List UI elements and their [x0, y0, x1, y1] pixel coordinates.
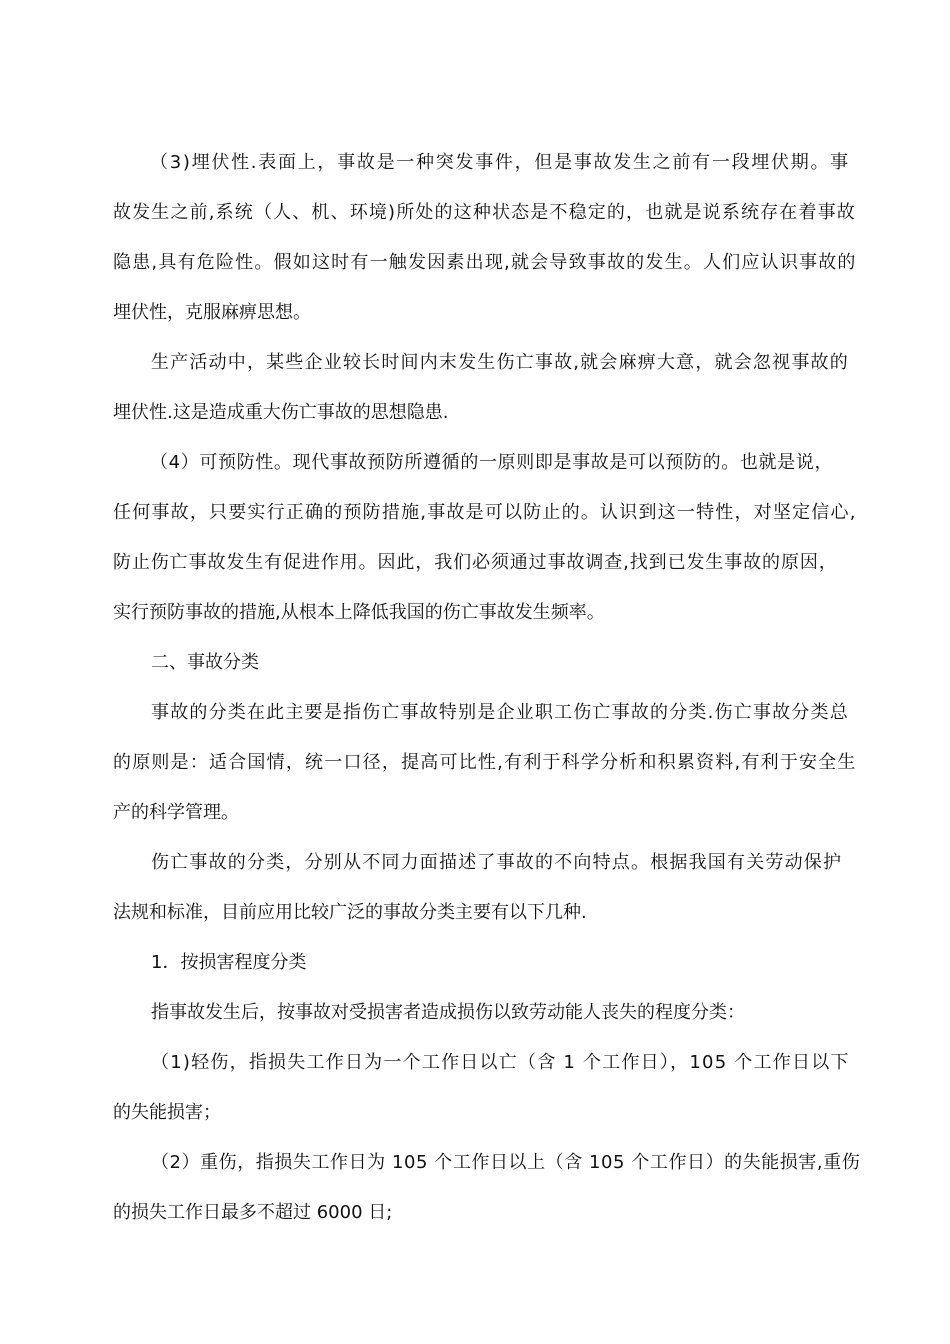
body-text-line: 事故的分类在此主要是指伤亡事故特别是企业职工伤亡事故的分类.伤亡事故分类总: [151, 702, 849, 723]
body-text-line: （3)埋伏性.表面上，事故是一种突发事件，但是事故发生之前有一段埋伏期。事: [150, 152, 850, 173]
body-text-line: 的原则是：适合国情，统一口径，提高可比性,有利于科学分析和积累资料,有利于安全生: [113, 752, 857, 773]
body-text-line: 隐患,具有危险性。假如这时有一触发因素出现,就会导致事故的发生。人们应认识事故的: [113, 252, 857, 273]
body-text-line: 实行预防事故的措施,从根本上降低我国的伤亡事故发生频率。: [113, 602, 605, 623]
body-text-line: （1)轻伤，指损失工作日为一个工作日以亡（含 1 个工作日），105 个工作日以下: [151, 1052, 850, 1073]
body-text-line: 埋伏性.这是造成重大伤亡事故的思想隐患.: [113, 402, 449, 423]
body-text-line: 生产活动中，某些企业较长时间内末发生伤亡事故,就会麻痹大意，就会忽视事故的: [151, 352, 849, 373]
body-text-line: 伤亡事故的分类，分别从不同力面描述了事故的不向特点。根据我国有关劳动保护: [151, 852, 843, 873]
body-text-line: （4）可预防性。现代事故预防所遵循的一原则即是事故是可以预防的。也就是说，: [150, 452, 834, 473]
body-text-line: 法规和标准，目前应用比较广泛的事故分类主要有以下几种.: [113, 902, 587, 923]
body-text-line: 埋伏性，克服麻痹思想。: [113, 302, 311, 323]
subsection-heading: 1．按损害程度分类: [151, 952, 307, 973]
body-text-line: 的损失工作日最多不超过 6000 日;: [113, 1202, 393, 1223]
body-text-line: 指事故发生后，按事故对受损害者造成损伤以致劳动能人丧失的程度分类：: [151, 1002, 745, 1023]
body-text-line: 故发生之前,系统（人、机、环境)所处的这种状态是不稳定的，也就是说系统存在着事故: [113, 202, 856, 223]
body-text-line: 的失能损害；: [113, 1102, 221, 1123]
section-heading: 二、事故分类: [151, 652, 259, 673]
body-text-line: 任何事故，只要实行正确的预防措施,事故是可以防止的。认识到这一特性，对坚定信心,: [113, 502, 857, 523]
body-text-line: （2）重伤，指损失工作日为 105 个工作日以上（含 105 个工作日）的失能损害,重伤: [151, 1152, 861, 1173]
body-text-line: 防止伤亡事故发生有促进作用。因此，我们必须通过事故调查,找到已发生事故的原因，: [113, 552, 838, 573]
body-text-line: 产的科学管理。: [113, 802, 239, 823]
